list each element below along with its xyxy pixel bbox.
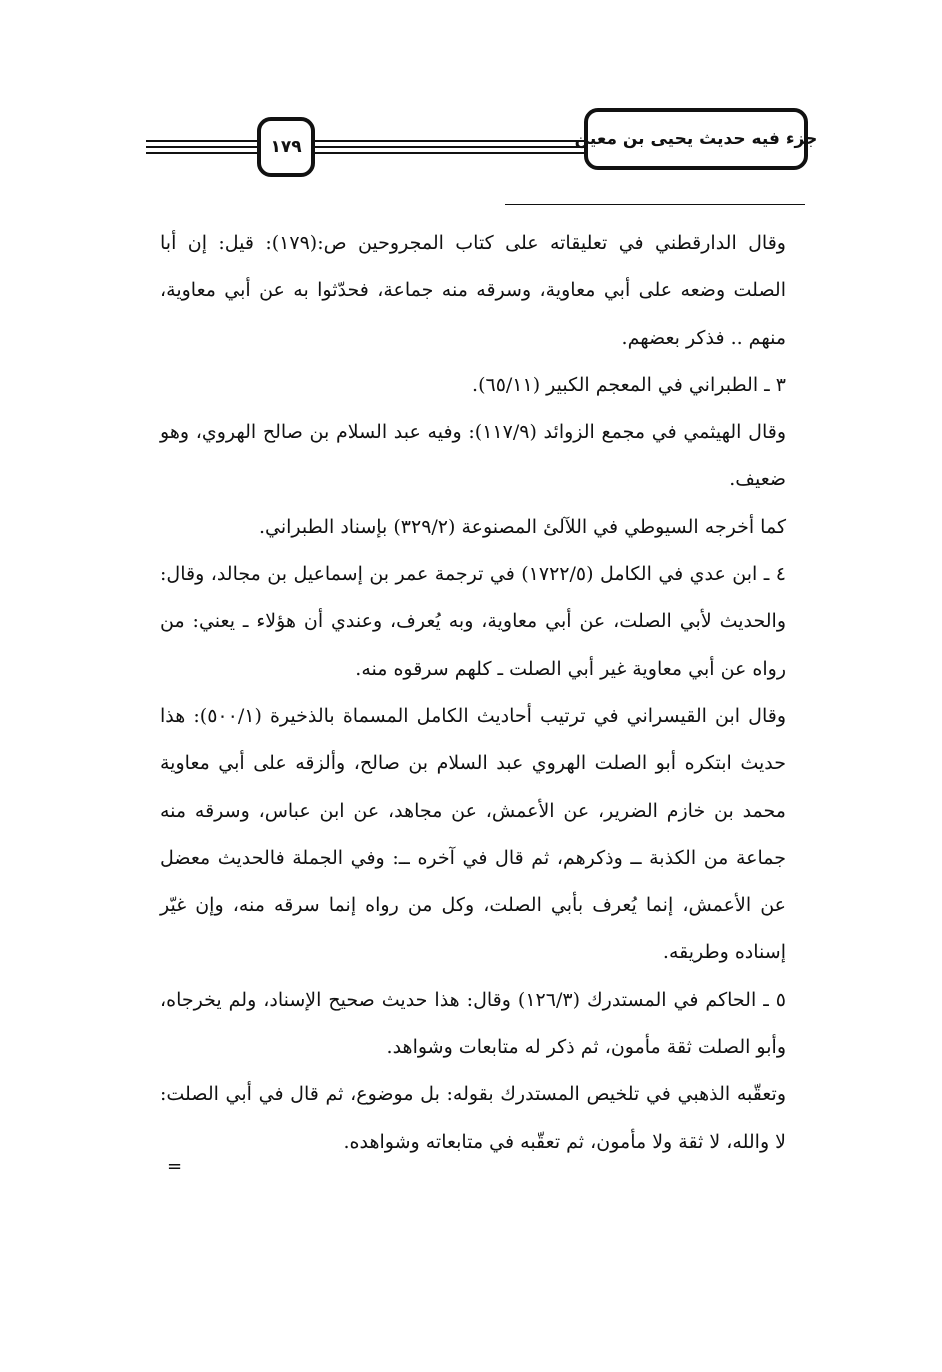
separator-rule	[505, 204, 805, 205]
header-rule	[146, 140, 588, 142]
paragraph: ٣ ـ الطبراني في المعجم الكبير (٦٥/١١).	[472, 373, 786, 396]
header-rule	[146, 152, 588, 154]
header-rule	[146, 146, 588, 148]
paragraph: وقال الدارقطني في تعليقاته على كتاب المجروحين ص:(١٧٩): قيل: إن أبا الصلت وضعه على أبي معاوية، وسرقه منه جماعة، فحدّثوا به عن أبي معاوية، منهم .. فذكر بعضهم.	[160, 232, 786, 349]
paragraph: وقال الهيثمي في مجمع الزوائد (١١٧/٩): وفيه عبد السلام بن صالح الهروي، وهو ضعيف.	[160, 421, 787, 491]
page-body	[160, 220, 786, 1166]
paragraph: ٤ ـ ابن عدي في الكامل (١٧٢٢/٥) في ترجمة عمر بن إسماعيل بن مجالد، وقال: والحديث لأبي الصلت، عن أبي معاوية، وبه يُعرف، وعندي أن هؤلاء ـ يعني: من رواه عن أبي معاوية غير أبي الصلت ـ كلهم سرقوه منه.	[160, 563, 787, 680]
running-title: جزء فيه حديث يحيى بن معين	[584, 108, 808, 170]
page-number: ١٧٩	[257, 117, 315, 177]
paragraph: كما أخرجه السيوطي في اللآلئ المصنوعة (٣٢٩/٢) بإسناد الطبراني.	[258, 515, 786, 538]
paragraph: ٥ ـ الحاكم في المستدرك (١٢٦/٣) وقال: هذا حديث صحيح الإسناد، ولم يخرجاه، وأبو الصلت ثقة مأمون، ثم ذكر له متابعات وشواهد.	[160, 988, 786, 1059]
paragraph: وتعقّبه الذهبي في تلخيص المستدرك بقوله: بل موضوع، ثم قال في أبي الصلت: لا والله، لا ثقة ولا مأمون، ثم تعقّبه في متابعاته وشواهده.	[160, 1083, 786, 1153]
paragraph: وقال ابن القيسراني في ترتيب أحاديث الكامل المسماة بالذخيرة (٥٠٠/١): هذا حديث ابتكره أبو الصلت الهروي عبد السلام بن صالح، وألزقه على أبي معاوية محمد بن خازم الضرير، عن الأعمش، عن مجاهد، عن ابن عباس، وسرقه منه جماعة من الكذبة ــ وذكرهم، ثم قال في آخره ــ: وفي الجملة فالحديث معضل عن الأعمش، إنما يُعرف بأبي الصلت، وكل من رواه إنما سرقه منه، وإن غيّر إسناده وطريقه.	[160, 704, 787, 964]
continuation-mark: =	[167, 1156, 183, 1177]
